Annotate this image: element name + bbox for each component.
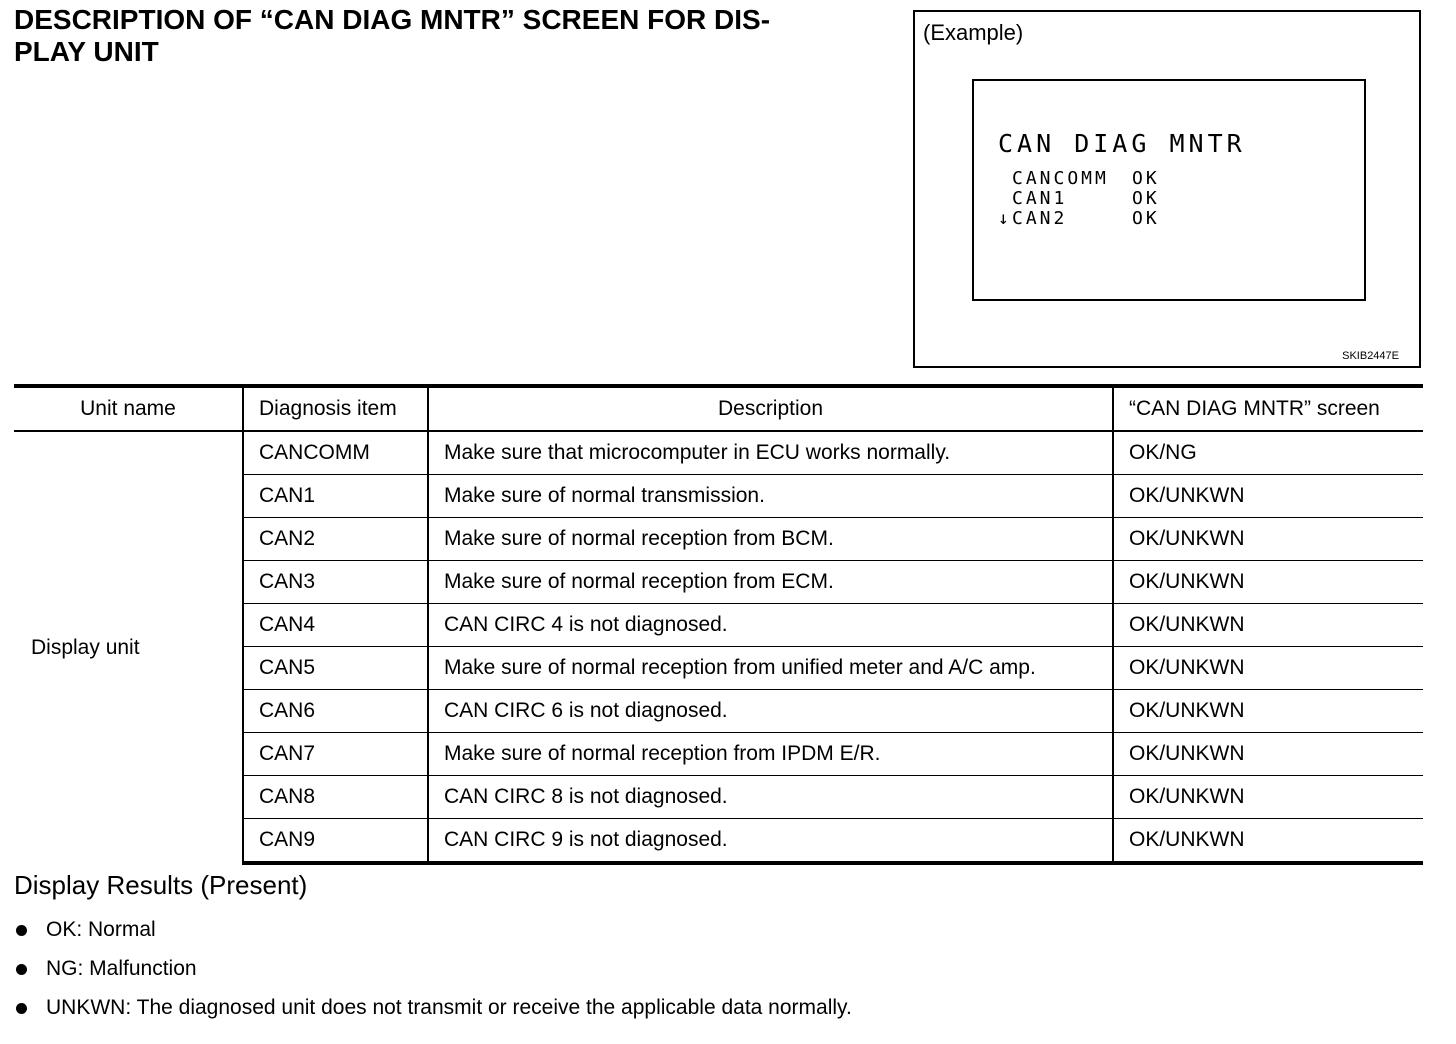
screen-cell: OK/UNKWN: [1113, 776, 1423, 819]
screen-row: [998, 169, 1160, 189]
screen-row-status: OK: [1132, 208, 1160, 229]
bullet-icon: [16, 964, 27, 975]
screen-row-item: CANCOMM: [1012, 168, 1109, 189]
results-list: [14, 912, 852, 1029]
diagnosis-item-cell: CAN8: [243, 776, 428, 819]
description-cell: Make sure of normal reception from ECM.: [428, 561, 1113, 604]
screen-row-item: CAN1: [1012, 188, 1068, 209]
screen-row-item: CAN2: [1012, 208, 1068, 229]
diagnosis-item-cell: CAN5: [243, 647, 428, 690]
diagnosis-item-cell: CAN6: [243, 690, 428, 733]
list-item: [14, 912, 852, 951]
description-cell: Make sure that microcomputer in ECU works normally.: [428, 431, 1113, 475]
table-header-row: [14, 386, 1423, 431]
screen-row-status: OK: [1132, 168, 1160, 189]
screen-cell: OK/UNKWN: [1113, 733, 1423, 776]
can-diag-table: [14, 384, 1423, 865]
bullet-icon: [16, 925, 27, 936]
screen-cell: OK/NG: [1113, 431, 1423, 475]
diagnosis-item-cell: CAN3: [243, 561, 428, 604]
diagnosis-item-cell: CANCOMM: [243, 431, 428, 475]
header-diagnosis-item: Diagnosis item: [243, 386, 428, 431]
diagnosis-item-cell: CAN4: [243, 604, 428, 647]
screen-cell: OK/UNKWN: [1113, 690, 1423, 733]
screen-cell: OK/UNKWN: [1113, 475, 1423, 518]
screen-title: CAN DIAG MNTR: [998, 129, 1246, 158]
screen-cell: OK/UNKWN: [1113, 561, 1423, 604]
description-cell: CAN CIRC 9 is not diagnosed.: [428, 819, 1113, 864]
screen-row: [998, 209, 1160, 229]
diagnosis-item-cell: CAN9: [243, 819, 428, 864]
list-item: [14, 990, 852, 1029]
description-cell: CAN CIRC 8 is not diagnosed.: [428, 776, 1113, 819]
example-figure: [913, 10, 1421, 368]
page-title-line-2: PLAY UNIT: [14, 36, 159, 67]
description-cell: Make sure of normal transmission.: [428, 475, 1113, 518]
page-title: [14, 4, 894, 68]
page-title-line-1: DESCRIPTION OF “CAN DIAG MNTR” SCREEN FOR DIS-: [14, 4, 771, 35]
unit-name-cell: Display unit: [31, 635, 140, 659]
list-item-text: NG: Malfunction: [46, 957, 197, 980]
description-cell: Make sure of normal reception from BCM.: [428, 518, 1113, 561]
screen-cell: OK/UNKWN: [1113, 604, 1423, 647]
screen-cell: OK/UNKWN: [1113, 647, 1423, 690]
header-screen: “CAN DIAG MNTR” screen: [1113, 386, 1423, 431]
screen-row-status: OK: [1132, 188, 1160, 209]
screen-row: [998, 189, 1160, 209]
description-cell: Make sure of normal reception from IPDM E/R.: [428, 733, 1113, 776]
figure-caption: (Example): [923, 20, 1024, 45]
scroll-down-arrow-icon: ↓: [998, 208, 1009, 229]
table-row: [14, 431, 1423, 475]
bullet-icon: [16, 1003, 27, 1014]
description-cell: Make sure of normal reception from unified meter and A/C amp.: [428, 647, 1113, 690]
list-item-text: UNKWN: The diagnosed unit does not transmit or receive the applicable data normally.: [46, 996, 852, 1019]
list-item: [14, 951, 852, 990]
figure-code: SKIB2447E: [1342, 350, 1399, 362]
results-title: Display Results (Present): [14, 870, 308, 900]
screen-cell: OK/UNKWN: [1113, 819, 1423, 864]
description-cell: CAN CIRC 6 is not diagnosed.: [428, 690, 1113, 733]
diagnosis-item-cell: CAN7: [243, 733, 428, 776]
screen-cell: OK/UNKWN: [1113, 518, 1423, 561]
header-unit-name: Unit name: [14, 386, 243, 431]
diagnosis-item-cell: CAN2: [243, 518, 428, 561]
description-cell: CAN CIRC 4 is not diagnosed.: [428, 604, 1113, 647]
list-item-text: OK: Normal: [46, 918, 156, 941]
header-description: Description: [428, 386, 1113, 431]
display-screen: [972, 79, 1366, 301]
diagnosis-item-cell: CAN1: [243, 475, 428, 518]
